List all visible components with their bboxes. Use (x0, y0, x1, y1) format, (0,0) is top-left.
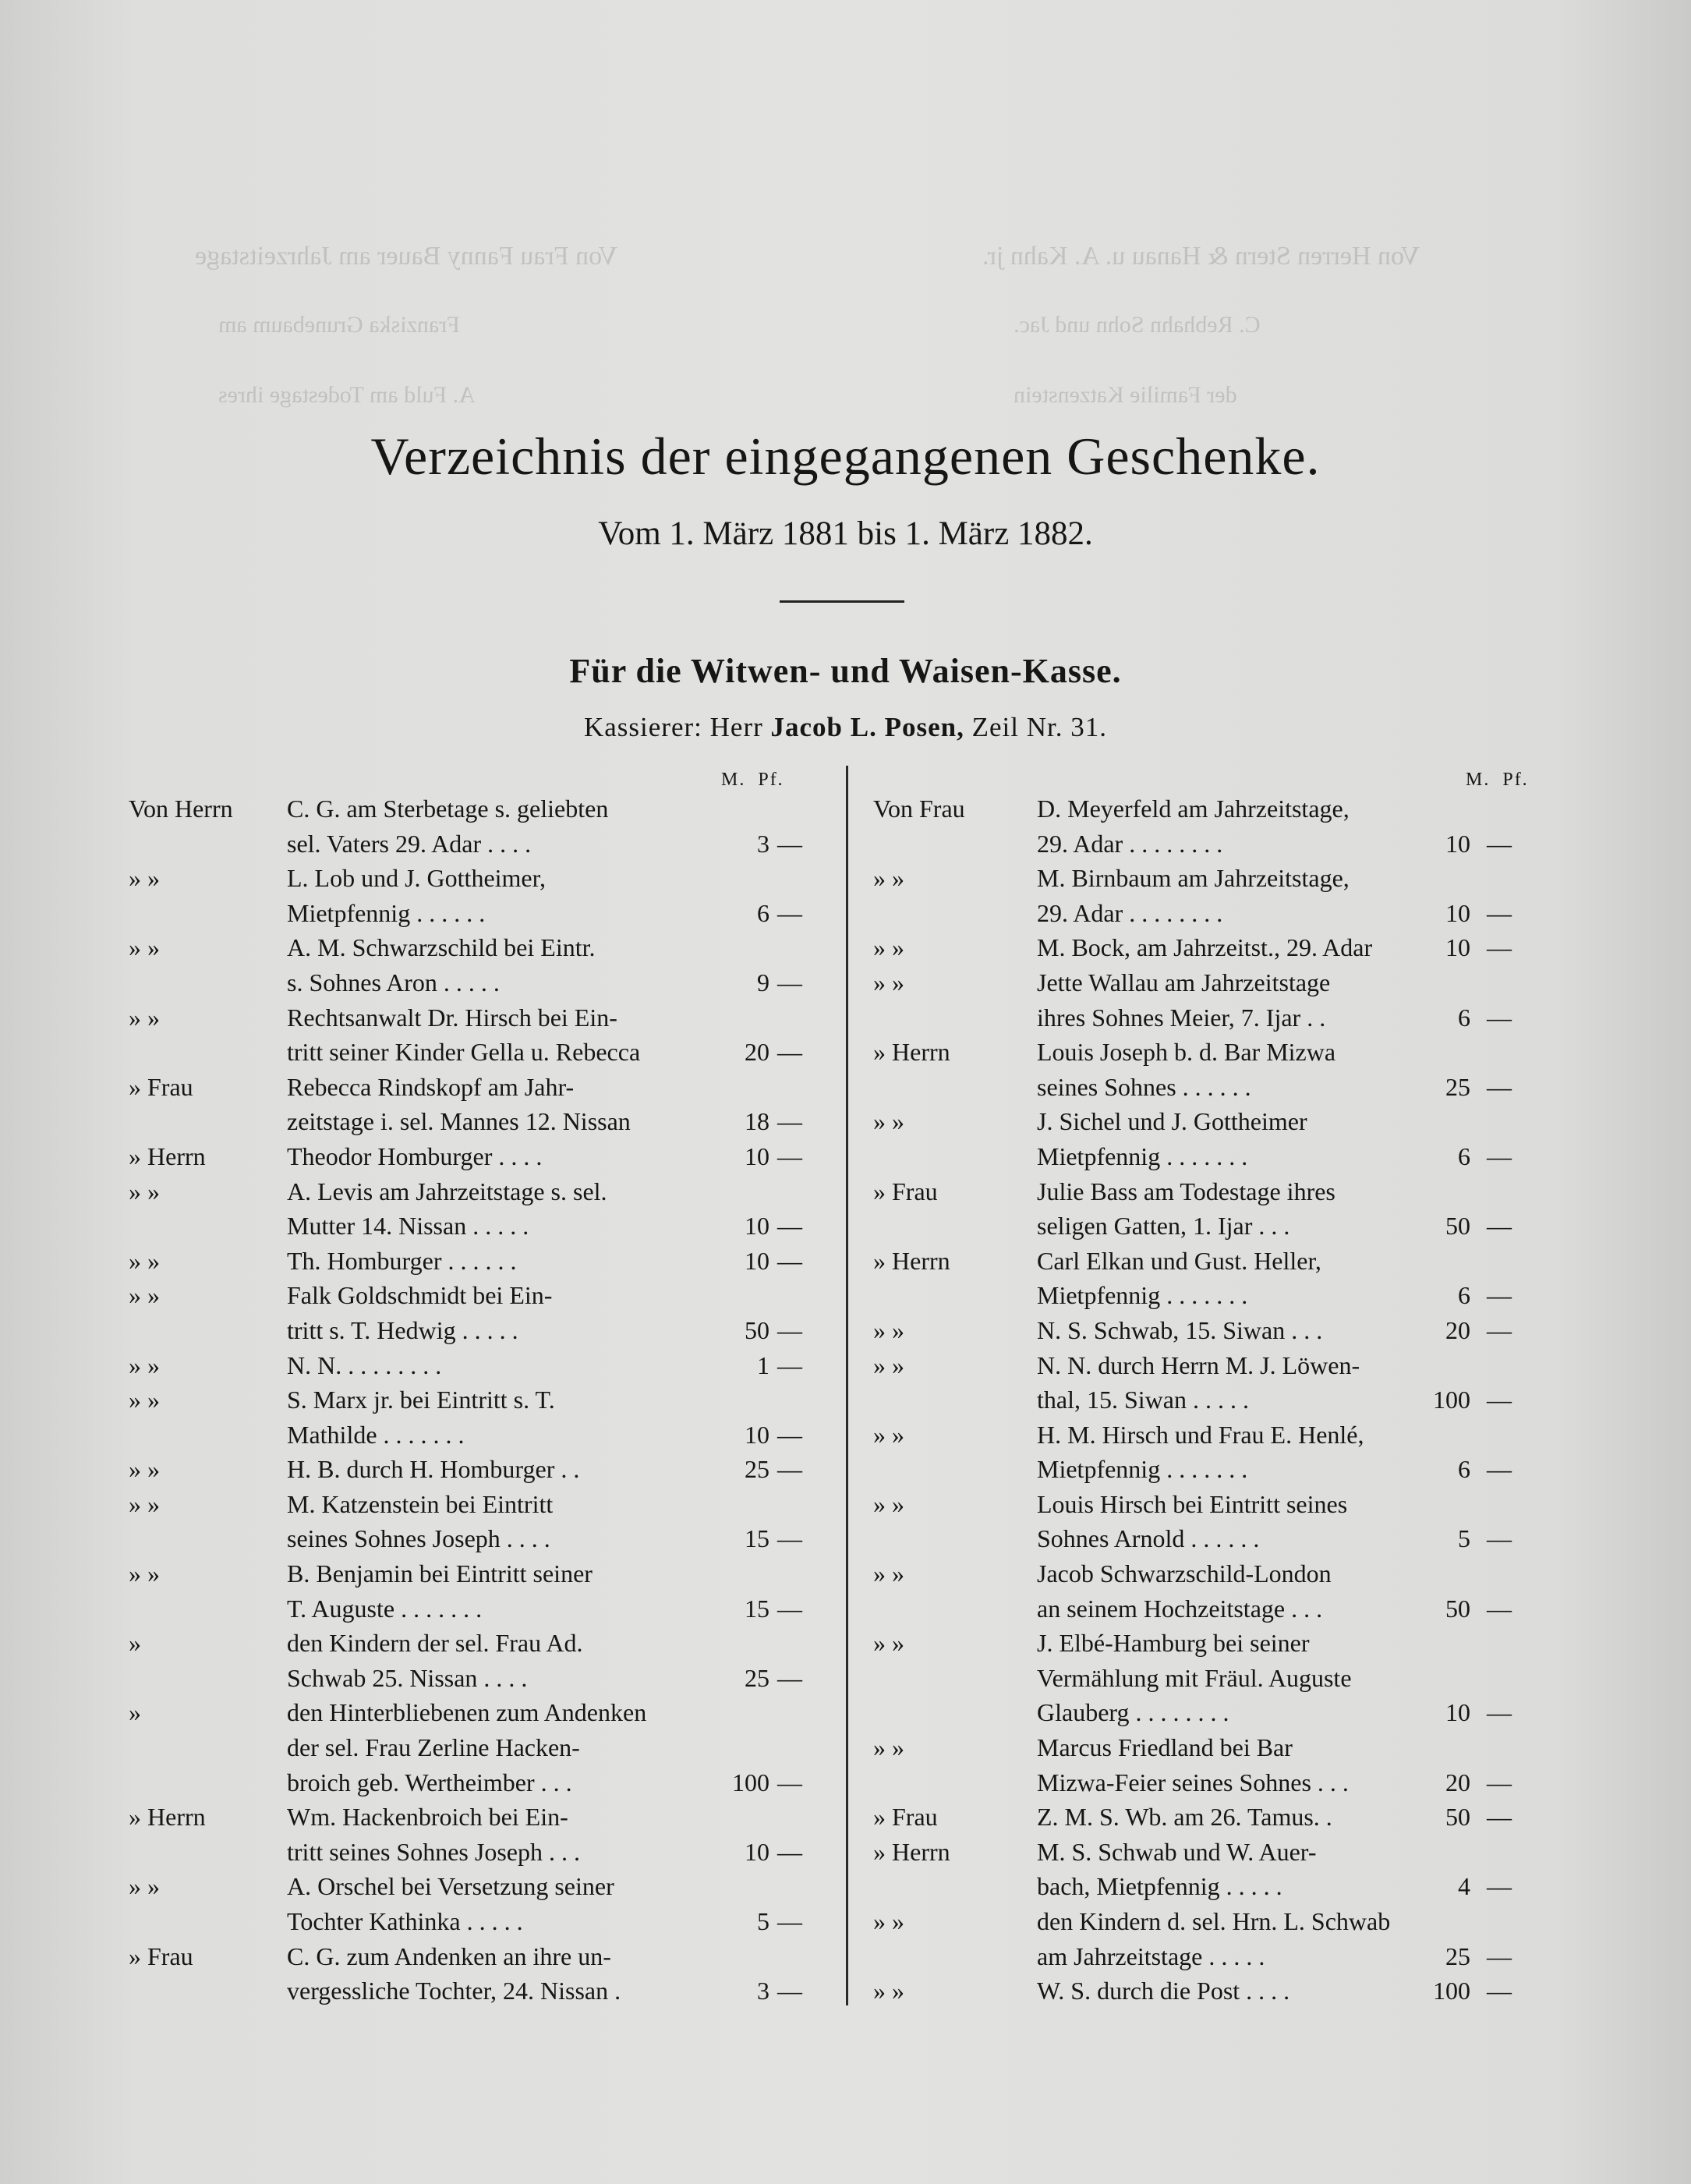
line-text: den Kindern d. sel. Hrn. L. Schwab (1037, 1907, 1391, 1935)
amount-pfennig: — (1487, 1003, 1512, 1032)
amount-pfennig: — (1487, 1594, 1512, 1623)
line-text: sel. Vaters 29. Adar . . . . (287, 829, 532, 858)
amount-pfennig: — (1487, 898, 1512, 927)
line-text: an seinem Hochzeitstage . . . (1037, 1594, 1323, 1623)
line-prefix: » » (129, 1386, 160, 1414)
line-text: H. B. durch H. Homburger . . (287, 1455, 580, 1484)
line-text: seligen Gatten, 1. Ijar . . . (1037, 1212, 1290, 1241)
line-prefix: » » (873, 1559, 904, 1588)
line-text: Sohnes Arnold . . . . . . (1037, 1524, 1260, 1553)
donation-line (129, 1661, 807, 1696)
donation-line (873, 1626, 1548, 1661)
line-text: Jette Wallau am Jahrzeitstage (1037, 968, 1331, 996)
line-text: T. Auguste . . . . . . . (287, 1594, 483, 1623)
line-text: tritt seines Sohnes Joseph . . . (287, 1837, 580, 1866)
cashier-address: Zeil Nr. 31. (971, 712, 1107, 742)
donation-line (873, 1278, 1548, 1313)
donation-line (129, 1104, 807, 1139)
amount-pfennig: — (777, 1420, 802, 1449)
line-prefix: » » (873, 1907, 904, 1935)
amount-pfennig: — (1487, 1524, 1512, 1553)
line-text: L. Lob und J. Gottheimer, (287, 864, 546, 893)
header-m: M. (721, 770, 746, 790)
line-prefix: » » (873, 864, 904, 893)
line-prefix: » Frau (129, 1942, 193, 1970)
amount-marks: 5 (757, 1907, 769, 1935)
line-text: 29. Adar . . . . . . . . (1037, 829, 1223, 858)
donation-line (873, 1973, 1548, 2009)
date-range: Vom 1. März 1881 bis 1. März 1882. (598, 515, 1093, 552)
amount-marks: 5 (1458, 1524, 1470, 1553)
donation-line (873, 1800, 1548, 1835)
amount-marks: 10 (1445, 898, 1470, 927)
amount-marks: 4 (1458, 1872, 1470, 1901)
amount-pfennig: — (1487, 1977, 1512, 2005)
left-col-header (721, 768, 784, 791)
line-prefix: » » (873, 1107, 904, 1136)
line-text: A. M. Schwarzschild bei Eintr. (287, 933, 596, 962)
donation-line (129, 1765, 807, 1800)
line-text: Mietpfennig . . . . . . . (1037, 1142, 1248, 1170)
donation-line (129, 1800, 807, 1835)
amount-marks: 10 (745, 1420, 769, 1449)
amount-pfennig: — (777, 1142, 802, 1170)
amount-marks: 50 (1445, 1594, 1470, 1623)
line-text: N. N. . . . . . . . . (287, 1350, 442, 1379)
amount-pfennig: — (777, 1455, 802, 1484)
donation-line (129, 1869, 807, 1904)
line-text: Wm. Hackenbroich bei Ein- (287, 1803, 568, 1832)
amount-marks: 10 (745, 1142, 769, 1170)
amount-pfennig: — (777, 1907, 802, 1935)
donation-line (129, 861, 807, 896)
donation-line (129, 1556, 807, 1591)
amount-marks: 10 (745, 1837, 769, 1866)
donation-line (873, 1521, 1548, 1556)
donation-line (129, 1973, 807, 2009)
donation-line (873, 1661, 1548, 1696)
line-text: seines Sohnes Joseph . . . . (287, 1524, 550, 1553)
donation-line (873, 1869, 1548, 1904)
amount-pfennig: — (777, 1663, 802, 1692)
line-text: J. Elbé-Hamburg bei seiner (1037, 1629, 1310, 1658)
donation-line (129, 791, 807, 827)
donation-line (873, 1139, 1548, 1174)
amount-pfennig: — (1487, 1455, 1512, 1484)
amount-pfennig: — (777, 1107, 802, 1136)
amount-pfennig: — (777, 1246, 802, 1275)
donation-line (129, 1939, 807, 1974)
donation-line (873, 1035, 1548, 1070)
donation-line (129, 1070, 807, 1105)
line-text: ihres Sohnes Meier, 7. Ijar . . (1037, 1003, 1326, 1032)
cashier-prefix: Kassierer: Herr (584, 712, 763, 742)
amount-pfennig: — (1487, 933, 1512, 962)
donation-line (873, 1070, 1548, 1105)
donation-line (129, 1244, 807, 1279)
amount-marks: 10 (1445, 829, 1470, 858)
line-text: M. Katzenstein bei Eintritt (287, 1489, 554, 1518)
column-divider (846, 766, 848, 2005)
line-text: Schwab 25. Nissan . . . . (287, 1663, 528, 1692)
section-title: Für die Witwen- und Waisen-Kasse. (569, 652, 1122, 690)
donation-line (129, 1521, 807, 1556)
line-text: A. Orschel bei Versetzung seiner (287, 1872, 614, 1901)
amount-marks: 20 (745, 1038, 769, 1067)
amount-marks: 20 (1445, 1768, 1470, 1796)
amount-pfennig: — (777, 1768, 802, 1796)
line-text: am Jahrzeitstage . . . . . (1037, 1942, 1265, 1970)
line-text: Theodor Homburger . . . . (287, 1142, 543, 1170)
line-text: C. G. zum Andenken an ihre un- (287, 1942, 611, 1970)
amount-marks: 10 (1445, 1698, 1470, 1727)
line-text: S. Marx jr. bei Eintritt s. T. (287, 1386, 555, 1414)
donation-line (873, 1348, 1548, 1383)
amount-pfennig: — (777, 898, 802, 927)
line-text: der sel. Frau Zerline Hacken- (287, 1733, 580, 1762)
donation-line (129, 1730, 807, 1765)
line-text: 29. Adar . . . . . . . . (1037, 898, 1223, 927)
line-text: Marcus Friedland bei Bar (1037, 1733, 1293, 1762)
line-text: den Hinterbliebenen zum Andenken (287, 1698, 647, 1727)
line-text: Mietpfennig . . . . . . . (1037, 1455, 1248, 1484)
amount-marks: 10 (745, 1246, 769, 1275)
amount-marks: 6 (1458, 1455, 1470, 1484)
donation-line (873, 1765, 1548, 1800)
donation-line (873, 1730, 1548, 1765)
donation-line (129, 1418, 807, 1453)
amount-pfennig: — (1487, 1803, 1512, 1832)
line-prefix: » (129, 1629, 141, 1658)
donation-line (129, 1278, 807, 1313)
amount-pfennig: — (777, 1524, 802, 1553)
amount-marks: 20 (1445, 1315, 1470, 1344)
amount-pfennig: — (1487, 1315, 1512, 1344)
donation-line (129, 1626, 807, 1661)
donation-line (129, 1139, 807, 1174)
line-prefix: » » (129, 1003, 160, 1032)
line-text: Vermählung mit Fräul. Auguste (1037, 1663, 1352, 1692)
donation-line (129, 1174, 807, 1209)
amount-marks: 10 (745, 1212, 769, 1241)
donation-line (873, 1904, 1548, 1939)
donation-line (129, 1382, 807, 1418)
line-prefix: » » (129, 1281, 160, 1310)
line-text: J. Sichel und J. Gottheimer (1037, 1107, 1307, 1136)
amount-marks: 50 (745, 1315, 769, 1344)
line-prefix: » Herrn (873, 1837, 950, 1866)
line-text: M. Bock, am Jahrzeitst., 29. Adar (1037, 933, 1373, 962)
line-prefix: Von Herrn (129, 795, 233, 823)
amount-pfennig: — (777, 1837, 802, 1866)
cashier-name: Jacob L. Posen, (770, 712, 964, 742)
amount-marks: 3 (757, 1977, 769, 2005)
line-text: Louis Joseph b. d. Bar Mizwa (1037, 1038, 1336, 1067)
amount-pfennig: — (777, 1350, 802, 1379)
line-text: B. Benjamin bei Eintritt seiner (287, 1559, 593, 1588)
amount-marks: 50 (1445, 1212, 1470, 1241)
line-prefix: » » (129, 1559, 160, 1588)
line-text: Rechtsanwalt Dr. Hirsch bei Ein- (287, 1003, 617, 1032)
line-prefix: » » (873, 1629, 904, 1658)
donation-line (873, 1487, 1548, 1522)
donation-line (873, 1695, 1548, 1730)
donation-line (873, 1000, 1548, 1035)
line-text: D. Meyerfeld am Jahrzeitstage, (1037, 795, 1350, 823)
line-text: M. Birnbaum am Jahrzeitstage, (1037, 864, 1350, 893)
line-text: Louis Hirsch bei Eintritt seines (1037, 1489, 1348, 1518)
donation-line (129, 965, 807, 1000)
line-text: Mathilde . . . . . . . (287, 1420, 465, 1449)
donation-line (129, 1035, 807, 1070)
header-m: M. (1466, 770, 1491, 790)
amount-pfennig: — (1487, 1386, 1512, 1414)
line-text: Mutter 14. Nissan . . . . . (287, 1212, 529, 1241)
line-prefix: » » (129, 1489, 160, 1518)
amount-pfennig: — (1487, 1942, 1512, 1970)
line-text: bach, Mietpfennig . . . . . (1037, 1872, 1282, 1901)
donation-line (129, 1904, 807, 1939)
amount-marks: 18 (745, 1107, 769, 1136)
line-text: seines Sohnes . . . . . . (1037, 1072, 1251, 1101)
line-prefix: » » (873, 1315, 904, 1344)
line-prefix: » » (129, 1872, 160, 1901)
donation-line (873, 827, 1548, 862)
line-text: den Kindern der sel. Frau Ad. (287, 1629, 583, 1658)
line-text: Glauberg . . . . . . . . (1037, 1698, 1229, 1727)
line-prefix: » » (873, 1977, 904, 2005)
line-text: s. Sohnes Aron . . . . . (287, 968, 500, 996)
line-prefix: » Frau (129, 1072, 193, 1101)
amount-pfennig: — (777, 1212, 802, 1241)
donation-line (129, 827, 807, 862)
amount-pfennig: — (1487, 829, 1512, 858)
line-prefix: » » (873, 968, 904, 996)
line-text: Th. Homburger . . . . . . (287, 1246, 517, 1275)
line-text: zeitstage i. sel. Mannes 12. Nissan (287, 1107, 631, 1136)
donation-line (873, 861, 1548, 896)
amount-marks: 15 (745, 1524, 769, 1553)
donation-line (873, 1556, 1548, 1591)
line-text: Julie Bass am Todestage ihres (1037, 1177, 1335, 1205)
page-title: Verzeichnis der eingegangenen Geschenke. (370, 427, 1321, 486)
amount-marks: 10 (1445, 933, 1470, 962)
line-prefix: » (129, 1698, 141, 1727)
line-text: broich geb. Wertheimber . . . (287, 1768, 572, 1796)
donation-line (873, 1244, 1548, 1279)
amount-pfennig: — (1487, 1142, 1512, 1170)
amount-pfennig: — (777, 829, 802, 858)
amount-pfennig: — (777, 1038, 802, 1067)
line-text: Mietpfennig . . . . . . . (1037, 1281, 1248, 1310)
donation-line (129, 930, 807, 965)
donation-line (129, 896, 807, 931)
amount-pfennig: — (1487, 1072, 1512, 1101)
amount-marks: 25 (745, 1663, 769, 1692)
donation-line (873, 896, 1548, 931)
donation-line (129, 1835, 807, 1870)
line-text: W. S. durch die Post . . . . (1037, 1977, 1290, 2005)
amount-marks: 3 (757, 829, 769, 858)
donation-line (873, 1104, 1548, 1139)
line-text: Mizwa-Feier seines Sohnes . . . (1037, 1768, 1349, 1796)
line-prefix: » » (129, 1177, 160, 1205)
amount-marks: 100 (732, 1768, 769, 1796)
line-text: N. N. durch Herrn M. J. Löwen- (1037, 1350, 1360, 1379)
line-prefix: » » (873, 1350, 904, 1379)
line-prefix: » » (129, 864, 160, 893)
donation-line (873, 1939, 1548, 1974)
line-text: N. S. Schwab, 15. Siwan . . . (1037, 1315, 1323, 1344)
line-text: H. M. Hirsch und Frau E. Henlé, (1037, 1420, 1364, 1449)
donation-line (873, 930, 1548, 965)
header-pf: Pf. (1502, 770, 1529, 790)
line-prefix: » Herrn (129, 1142, 206, 1170)
amount-pfennig: — (1487, 1212, 1512, 1241)
donation-line (129, 1591, 807, 1626)
donation-line (129, 1313, 807, 1348)
line-prefix: » Herrn (873, 1246, 950, 1275)
line-text: M. S. Schwab und W. Auer- (1037, 1837, 1317, 1866)
right-column (873, 791, 1548, 2009)
line-prefix: » Frau (873, 1803, 938, 1832)
line-prefix: » » (129, 933, 160, 962)
amount-marks: 25 (1445, 1942, 1470, 1970)
donation-line (129, 1209, 807, 1244)
donation-line (873, 1313, 1548, 1348)
line-prefix: » » (873, 1420, 904, 1449)
amount-marks: 25 (745, 1455, 769, 1484)
line-text: vergessliche Tochter, 24. Nissan . (287, 1977, 621, 2005)
amount-marks: 25 (1445, 1072, 1470, 1101)
line-text: Z. M. S. Wb. am 26. Tamus. . (1037, 1803, 1332, 1832)
amount-marks: 6 (1458, 1003, 1470, 1032)
donation-line (129, 1695, 807, 1730)
amount-marks: 1 (757, 1350, 769, 1379)
line-text: A. Levis am Jahrzeitstage s. sel. (287, 1177, 607, 1205)
donation-line (873, 1452, 1548, 1487)
line-text: thal, 15. Siwan . . . . . (1037, 1386, 1249, 1414)
document-page: Von Herren Stern & Hanau u. A. Kahn jr. Von Frau Fanny Bauer am Jahrzeitstage C. Rebhahn Sohn und Jac. Franziska Grunebaum am der Familie Katzenstein A. Fuld am Todestage ihres Verzeichnis der eingegangenen Geschenke. Vom 1. März 1881 bis 1. März 1882. Für die Witwen- und Waisen-Kasse. Kassierer: Herr Jacob L. Posen, Zeil Nr. 31. M. Pf. M. Pf. Von Herrn C. G. am Sterbetage s. geliebten sel. Vaters 29. Adar . . . . 3 — » » L. Lob und J. Gottheimer, Mietpfennig . . . . . . 6 — » » A. M. Schwarzschild bei Eintr. s. Sohnes Aron . . . . . 9 — » » Rechtsanwalt Dr. Hirsch bei Ein- tritt seiner Kinder Gella u. Rebecca 20 — » Frau Rebecca Rindskopf am Jahr- zeitstage i. sel. Mannes 12. Nissan 18 — » Herrn Theodor Homburger . . . . 10 — » » A. Levis am Jahrzeitstage s. sel. Mutter 14. Nissan . . . . . 10 — » » Th. Homburger . . . . . . 10 — » » Falk Goldschmidt bei Ein- tritt s. T. Hedwig . . . . . 50 — » » N. N. . . . . . . . . 1 — » » S. Marx jr. bei Eintritt s. T. Mathilde . . . . . . . 10 — » » H. B. durch H. Homburger . . 25 — » » M. Katzenstein bei Eintritt seines Sohnes Joseph . . . . 15 — » » B. Benjamin bei Eintritt seiner T. Auguste . . . . . . . 15 — » den Kindern der sel. Frau Ad. Schwab 25. Nissan . . . . 25 — » den Hinterbliebenen zum Andenken der sel. Frau Zerline Hacken- broich geb. Wertheimber . . . 100 — » Herrn Wm. Hackenbroich bei Ein- tritt seines Sohnes Joseph . . . 10 — » » A. Orschel bei Versetzung seiner Tochter Kathinka . . . . . 5 — » Frau C. G. zum Andenken an ihre un- vergessliche Tochter, 24. Nissan . 3 — Von Frau D. Meyerfeld am Jahrzeitstage, 29. Adar . . . . . . . . 10 — » » M. Birnbaum am Jahrzeitstage, 29. Adar . . . . . . . . 10 — » » M. Bock, am Jahrzeitst., 29. Adar 10 — » » Jette Wallau am Jahrzeitstage ihres Sohnes Meier, 7. Ijar . . 6 — » Herrn Louis Joseph b. d. Bar Mizwa seines Sohnes . . . . . . 25 — » » J. Sichel und J. Gottheimer Mietpfennig . . . . . . . 6 — » Frau Julie Bass am Todestage ihres seligen Gatten, 1. Ijar . . . 50 — » Herrn Carl Elkan und Gust. Heller, Mietpfennig . . . . . . . 6 — » » N. S. Schwab, 15. Siwan . . . 20 — » » N. N. durch Herrn M. J. Löwen- thal, 15. Siwan . . . . . 100 — » » H. M. Hirsch und Frau E. Henlé, Mietpfennig . . . . . . . 6 — » » Louis Hirsch bei Eintritt seines Sohnes Arnold . . . . . . 5 — » » Jacob Schwarzschild-London an seinem Hochzeitstage . . . 50 — » » J. Elbé-Hamburg bei seiner Vermählung mit Fräul. Auguste Glauberg . . . . . . . . 10 — » » Marcus Friedland bei Bar Mizwa-Feier seines Sohnes . . . 20 — » Frau Z. M. S. Wb. am 26. Tamus. . 50 — » Herrn M. S. Schwab und W. Auer- bach, Mietpfennig . . . . . 4 — » » den Kindern d. sel. Hrn. L. Schwab am Jahrzeitstage . . . . . 25 — » » W. S. durch die Post . . . . 100 — (0, 0, 1691, 2184)
cashier-line (0, 710, 1691, 745)
donation-line (129, 1000, 807, 1035)
amount-pfennig: — (777, 1977, 802, 2005)
amount-pfennig: — (1487, 1281, 1512, 1310)
line-prefix: » Herrn (129, 1803, 206, 1832)
line-text: Tochter Kathinka . . . . . (287, 1907, 523, 1935)
line-text: Falk Goldschmidt bei Ein- (287, 1281, 553, 1310)
line-text: Rebecca Rindskopf am Jahr- (287, 1072, 575, 1101)
line-prefix: » Herrn (873, 1038, 950, 1067)
amount-pfennig: — (1487, 1698, 1512, 1727)
donation-line (129, 1348, 807, 1383)
donation-line (873, 791, 1548, 827)
amount-marks: 50 (1445, 1803, 1470, 1832)
line-prefix: » » (129, 1246, 160, 1275)
donation-line (129, 1487, 807, 1522)
right-col-header (1466, 768, 1529, 791)
left-column (129, 791, 807, 2009)
divider (780, 600, 904, 603)
donation-line (129, 1452, 807, 1487)
donation-line (873, 1382, 1548, 1418)
line-text: Jacob Schwarzschild-London (1037, 1559, 1332, 1588)
amount-marks: 6 (1458, 1142, 1470, 1170)
amount-marks: 15 (745, 1594, 769, 1623)
line-text: Mietpfennig . . . . . . (287, 898, 486, 927)
line-prefix: Von Frau (873, 795, 965, 823)
amount-marks: 6 (757, 898, 769, 927)
donation-line (873, 1209, 1548, 1244)
line-text: tritt seiner Kinder Gella u. Rebecca (287, 1038, 641, 1067)
donation-line (873, 1174, 1548, 1209)
amount-marks: 100 (1433, 1977, 1470, 2005)
line-prefix: » Frau (873, 1177, 938, 1205)
line-prefix: » » (873, 1489, 904, 1518)
line-prefix: » » (873, 1733, 904, 1762)
line-prefix: » » (129, 1455, 160, 1484)
amount-pfennig: — (777, 1315, 802, 1344)
line-prefix: » » (873, 933, 904, 962)
line-text: Carl Elkan und Gust. Heller, (1037, 1246, 1321, 1275)
donation-line (873, 1835, 1548, 1870)
line-prefix: » » (129, 1350, 160, 1379)
amount-marks: 6 (1458, 1281, 1470, 1310)
header-pf: Pf. (758, 770, 784, 790)
amount-pfennig: — (777, 1594, 802, 1623)
line-text: C. G. am Sterbetage s. geliebten (287, 795, 609, 823)
amount-marks: 9 (757, 968, 769, 996)
donation-line (873, 1418, 1548, 1453)
amount-pfennig: — (1487, 1872, 1512, 1901)
amount-pfennig: — (777, 968, 802, 996)
line-text: tritt s. T. Hedwig . . . . . (287, 1315, 518, 1344)
amount-marks: 100 (1433, 1386, 1470, 1414)
donation-line (873, 1591, 1548, 1626)
donation-line (873, 965, 1548, 1000)
amount-pfennig: — (1487, 1768, 1512, 1796)
